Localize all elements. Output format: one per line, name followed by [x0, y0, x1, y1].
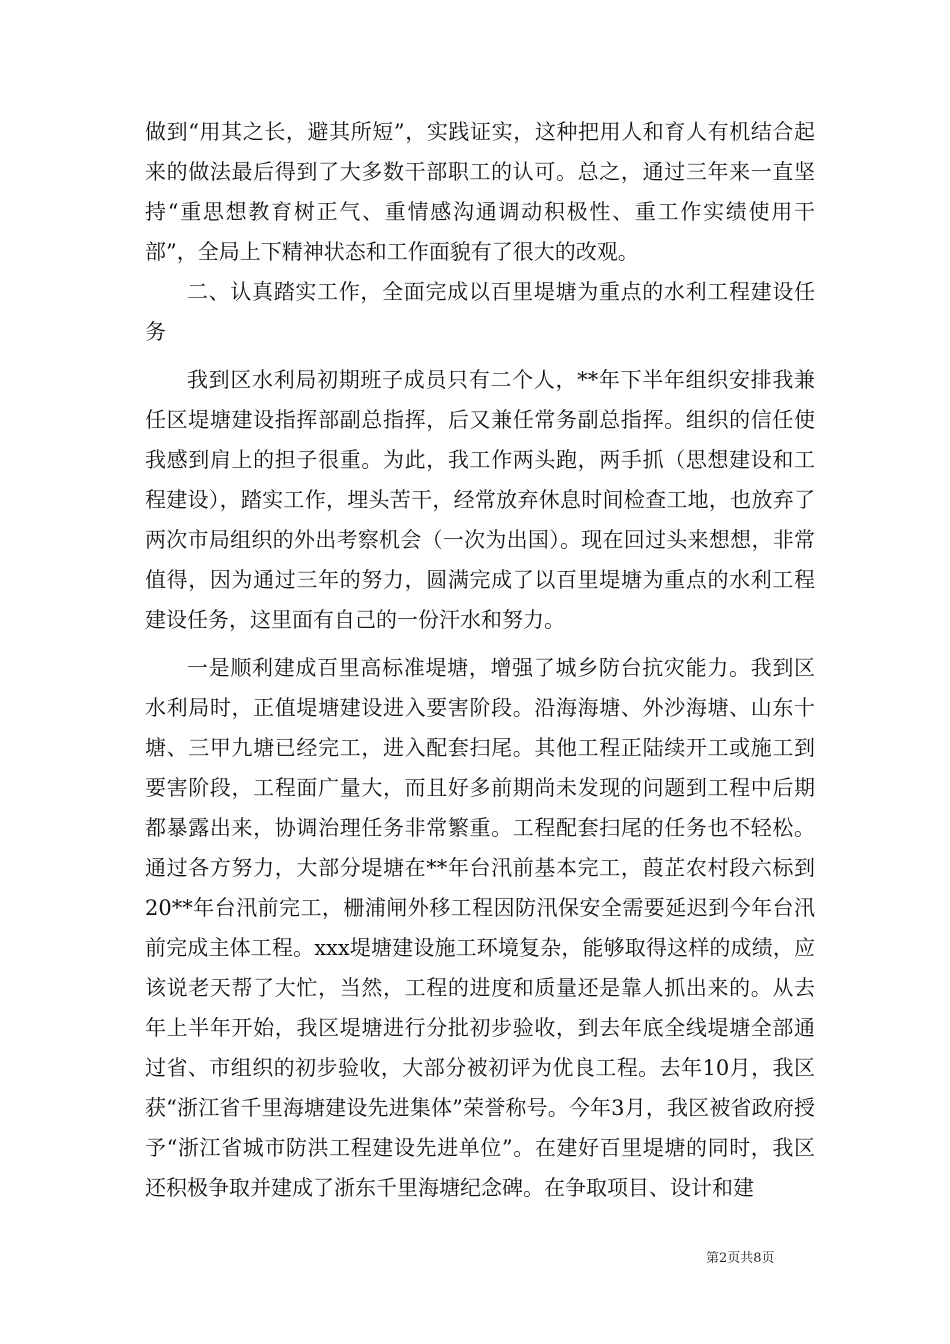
paragraph: 一是顺利建成百里高标准堤塘，增强了城乡防台抗灾能力。我到区水利局时，正值堤塘建设进入要害阶段。沿海海塘、外沙海塘、山东十塘、三甲九塘已经完工，进入配套扫尾。其他工程正陆续开工或施工到要害阶段，工程面广量大，而且好多前期尚未发现的问题到工程中后期都暴露出来，协调治理任务非常繁重。工程配套扫尾的任务也不轻松。通过各方努力，大部分堤塘在**年台汛前基本完工，葭芷农村段六标到20**年台汛前完工，栅浦闸外移工程因防汛保安全需要延迟到今年台汛前完成主体工程。xxx堤塘建设施工环境复杂，能够取得这样的成绩，应该说老天帮了大忙，当然，工程的进度和质量还是靠人抓出来的。从去年上半年开始，我区堤塘进行分批初步验收，到去年底全线堤塘全部通过省、市组织的初步验收，大部分被初评为优良工程。去年10月，我区获“浙江省千里海塘建设先进集体”荣誉称号。今年3月，我区被省政府授予“浙江省城市防洪工程建设先进单位”。在建好百里堤塘的同时，我区还积极争取并建成了浙东千里海塘纪念碑。在争取项目、设计和建: [145, 656, 815, 1200]
paragraph: 我到区水利局初期班子成员只有二个人，**年下半年组织安排我兼任区堤塘建设指挥部副总指挥，后又兼任常务副总指挥。组织的信任使我感到肩上的担子很重。为此，我工作两头跑，两手抓（思想建设和工程建设），踏实工作，埋头苦干，经常放弃休息时间检查工地，也放弃了两次市局组织的外出考察机会（一次为出国）。现在回过头来想想，非常值得，因为通过三年的努力，圆满完成了以百里堤塘为重点的水利工程建设任务，这里面有自己的一份汗水和努力。: [145, 368, 815, 632]
section-heading: 二、认真踏实工作，全面完成以百里堤塘为重点的水利工程建设任务: [145, 280, 815, 344]
paragraph-continued: 做到“用其之长，避其所短”，实践证实，这种把用人和育人有机结合起来的做法最后得到了大多数干部职工的认可。总之，通过三年来一直坚持“重思想教育树正气、重情感沟通调动积极性、重工作实绩使用干部”，全局上下精神状态和工作面貌有了很大的改观。: [145, 120, 815, 264]
page-number-footer: 第2页共8页: [706, 1251, 775, 1266]
document-body: [145, 112, 815, 1208]
